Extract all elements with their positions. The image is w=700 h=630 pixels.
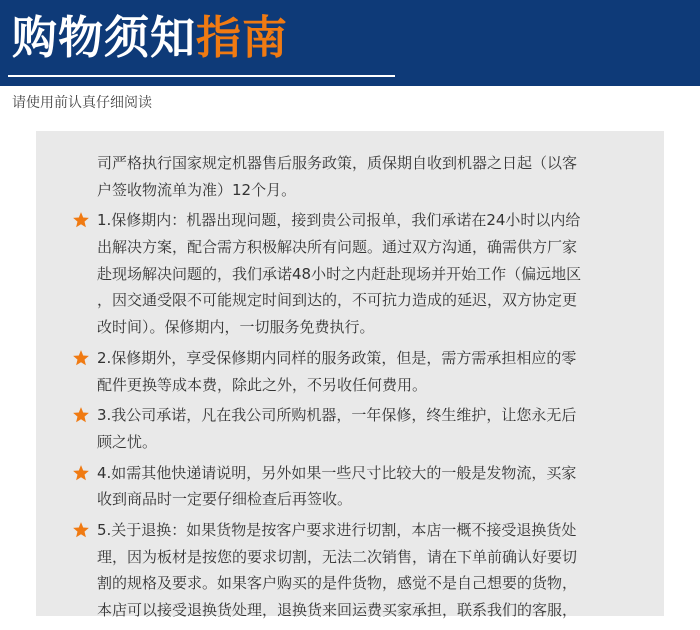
subtitle: 请使用前认真仔细阅读 <box>12 95 152 111</box>
notice-item-4 <box>60 460 650 513</box>
star-icon <box>72 464 90 482</box>
title-orange-part: 指南 <box>196 11 289 64</box>
star-icon <box>72 521 90 539</box>
notice-line: 收到商品时一定要仔细检查后再签收。 <box>97 490 353 509</box>
notice-line: 顾之忧。 <box>97 432 158 451</box>
notice-line: 4.如需其他快递请说明，另外如果一些尺寸比较大的一般是发物流，买家 <box>97 463 577 482</box>
title-white-part: 购物须知 <box>12 11 197 64</box>
page-title <box>12 10 288 66</box>
star-icon <box>72 349 90 367</box>
star-icon <box>72 406 90 424</box>
header-banner <box>0 0 700 86</box>
notice-line: 割的规格及要求。如果客户购买的是件货物，感觉不是自己想要的货物， <box>97 574 578 593</box>
notice-line: 配件更换等成本费，除此之外，不另收任何费用。 <box>97 375 428 394</box>
notice-line: ，因交通受限不可能规定时间到达的，不可抗力造成的延迟，双方协定更 <box>97 291 578 310</box>
star-icon <box>72 211 90 229</box>
notice-line: 3.我公司承诺，凡在我公司所购机器，一年保修，终生维护，让您永无后 <box>97 406 577 425</box>
notice-item-3 <box>60 402 650 455</box>
intro-line: 司严格执行国家规定机器售后服务政策，质保期自收到机器之日起（以客 <box>97 154 578 172</box>
notice-item-5 <box>60 517 650 624</box>
notice-line: 理，因为板材是按您的要求切割，无法二次销售，请在下单前确认好要切 <box>97 547 578 566</box>
intro-paragraph <box>60 150 650 203</box>
notice-line: 赴现场解决问题的，我们承诺48小时之内赶赴现场并开始工作（偏远地区 <box>97 264 582 283</box>
notice-line: 本店可以接受退换货处理，退换货来回运费买家承担，联系我们的客服， <box>97 601 578 619</box>
notice-item-1 <box>60 207 650 340</box>
notice-line: 5.关于退换：如果货物是按客户要求进行切割，本店一概不接受退换货处 <box>97 520 577 539</box>
notice-item-2 <box>60 345 650 398</box>
notice-line: 1.保修期内：机器出现问题，接到贵公司报单，我们承诺在24小时以内给 <box>97 211 581 230</box>
intro-line: 户签收物流单为准）12个月。 <box>97 180 297 199</box>
title-underline <box>8 75 395 77</box>
notice-content <box>60 150 650 624</box>
notice-line: 出解决方案，配合需方积极解决所有问题。通过双方沟通，确需供方厂家 <box>97 238 578 257</box>
notice-line: 2.保修期外，享受保修期内同样的服务政策，但是，需方需承担相应的零 <box>97 348 577 367</box>
notice-line: 改时间）。保修期内，一切服务免费执行。 <box>97 318 375 337</box>
